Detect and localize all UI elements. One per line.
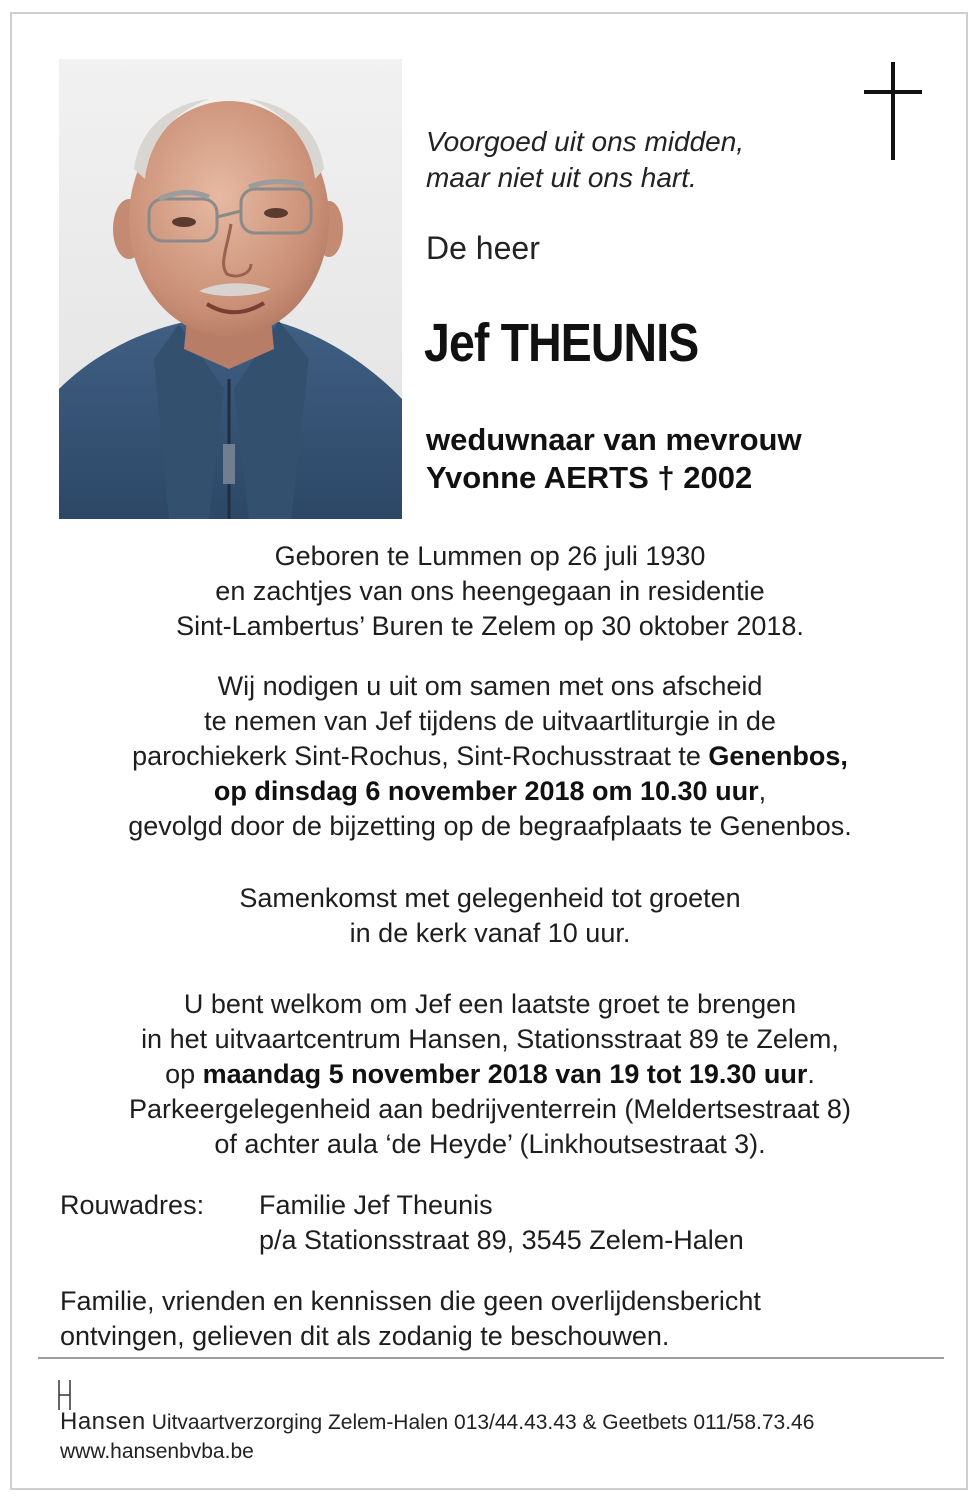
gathering-line-2: in de kerk vanaf 10 uur.	[349, 918, 631, 948]
funeral-church: parochiekerk Sint-Rochus, Sint-Rochusstraat te	[132, 741, 709, 771]
visitation-line-1: U bent welkom om Jef een laatste groet te brengen	[183, 989, 797, 1019]
funeral-line-1: Wij nodigen u uit om samen met ons afscheid	[217, 671, 763, 701]
visitation-line-3	[30, 1057, 950, 1092]
mourning-address-value	[259, 1188, 744, 1258]
spouse-line-1: weduwnaar van mevrouw	[426, 422, 802, 457]
mourning-address-line-2: p/a Stationsstraat 89, 3545 Zelem-Halen	[259, 1225, 744, 1255]
death-line-1: en zachtjes van ons heengegaan in residentie	[215, 576, 765, 606]
divider	[38, 1357, 944, 1359]
footer-website[interactable]: www.hansenbvba.be	[60, 1440, 254, 1463]
visitation-line-4: Parkeergelegenheid aan bedrijventerrein (Meldertsestraat 8)	[129, 1094, 851, 1124]
spouse-line-2: Yvonne AERTS † 2002	[426, 460, 753, 495]
funeral-paragraph	[30, 669, 950, 844]
closing-note	[60, 1284, 761, 1354]
portrait-photo	[59, 59, 402, 519]
gathering-paragraph	[30, 881, 950, 951]
birth-line: Geboren te Lummen op 26 juli 1930	[274, 541, 706, 571]
visitation-datetime: maandag 5 november 2018 van 19 tot 19.30 uur	[202, 1059, 808, 1089]
funeral-place: Genenbos,	[708, 741, 848, 771]
motto-line-1: Voorgoed uit ons midden,	[426, 126, 745, 157]
footer-contact: Uitvaartverzorging Zelem-Halen 013/44.43.43 & Geetbets 011/58.73.46	[151, 1411, 815, 1434]
motto-line-2: maar niet uit ons hart.	[426, 162, 697, 193]
visitation-prefix: op	[165, 1059, 203, 1089]
cross-icon	[864, 62, 922, 160]
funeral-line-3	[30, 739, 950, 774]
death-line-2: Sint-Lambertus’ Buren te Zelem op 30 oktober 2018.	[176, 611, 804, 641]
visitation-paragraph	[30, 987, 950, 1162]
birth-death-paragraph	[30, 539, 950, 644]
mourning-address-label: Rouwadres:	[60, 1190, 205, 1220]
funeral-datetime: op dinsdag 6 november 2018 om 10.30 uur	[213, 776, 759, 806]
footer-info	[60, 1408, 814, 1436]
closing-line-1: Familie, vrienden en kennissen die geen overlijdensbericht	[60, 1286, 761, 1316]
hansen-logo-mark	[58, 1380, 72, 1410]
mourning-address-line-1: Familie Jef Theunis	[259, 1190, 493, 1220]
deceased-name: Jef THEUNIS	[424, 313, 699, 373]
funeral-comma: ,	[758, 776, 767, 806]
salutation: De heer	[426, 230, 540, 266]
funeral-line-5: gevolgd door de bijzetting op de begraafplaats te Genenbos.	[128, 811, 852, 841]
visitation-line-5: of achter aula ‘de Heyde’ (Linkhoutsestraat 3).	[214, 1129, 766, 1159]
funeral-line-2: te nemen van Jef tijdens de uitvaartliturgie in de	[204, 706, 776, 736]
gathering-line-1: Samenkomst met gelegenheid tot groeten	[239, 883, 741, 913]
visitation-line-2: in het uitvaartcentrum Hansen, Stationsstraat 89 te Zelem,	[141, 1024, 839, 1054]
motto	[426, 124, 744, 196]
funeral-line-4	[30, 774, 950, 809]
spouse-info	[426, 421, 802, 497]
footer-brand: Hansen	[60, 1408, 146, 1435]
closing-line-2: ontvingen, gelieven dit als zodanig te beschouwen.	[60, 1321, 670, 1351]
visitation-period: .	[807, 1059, 815, 1089]
